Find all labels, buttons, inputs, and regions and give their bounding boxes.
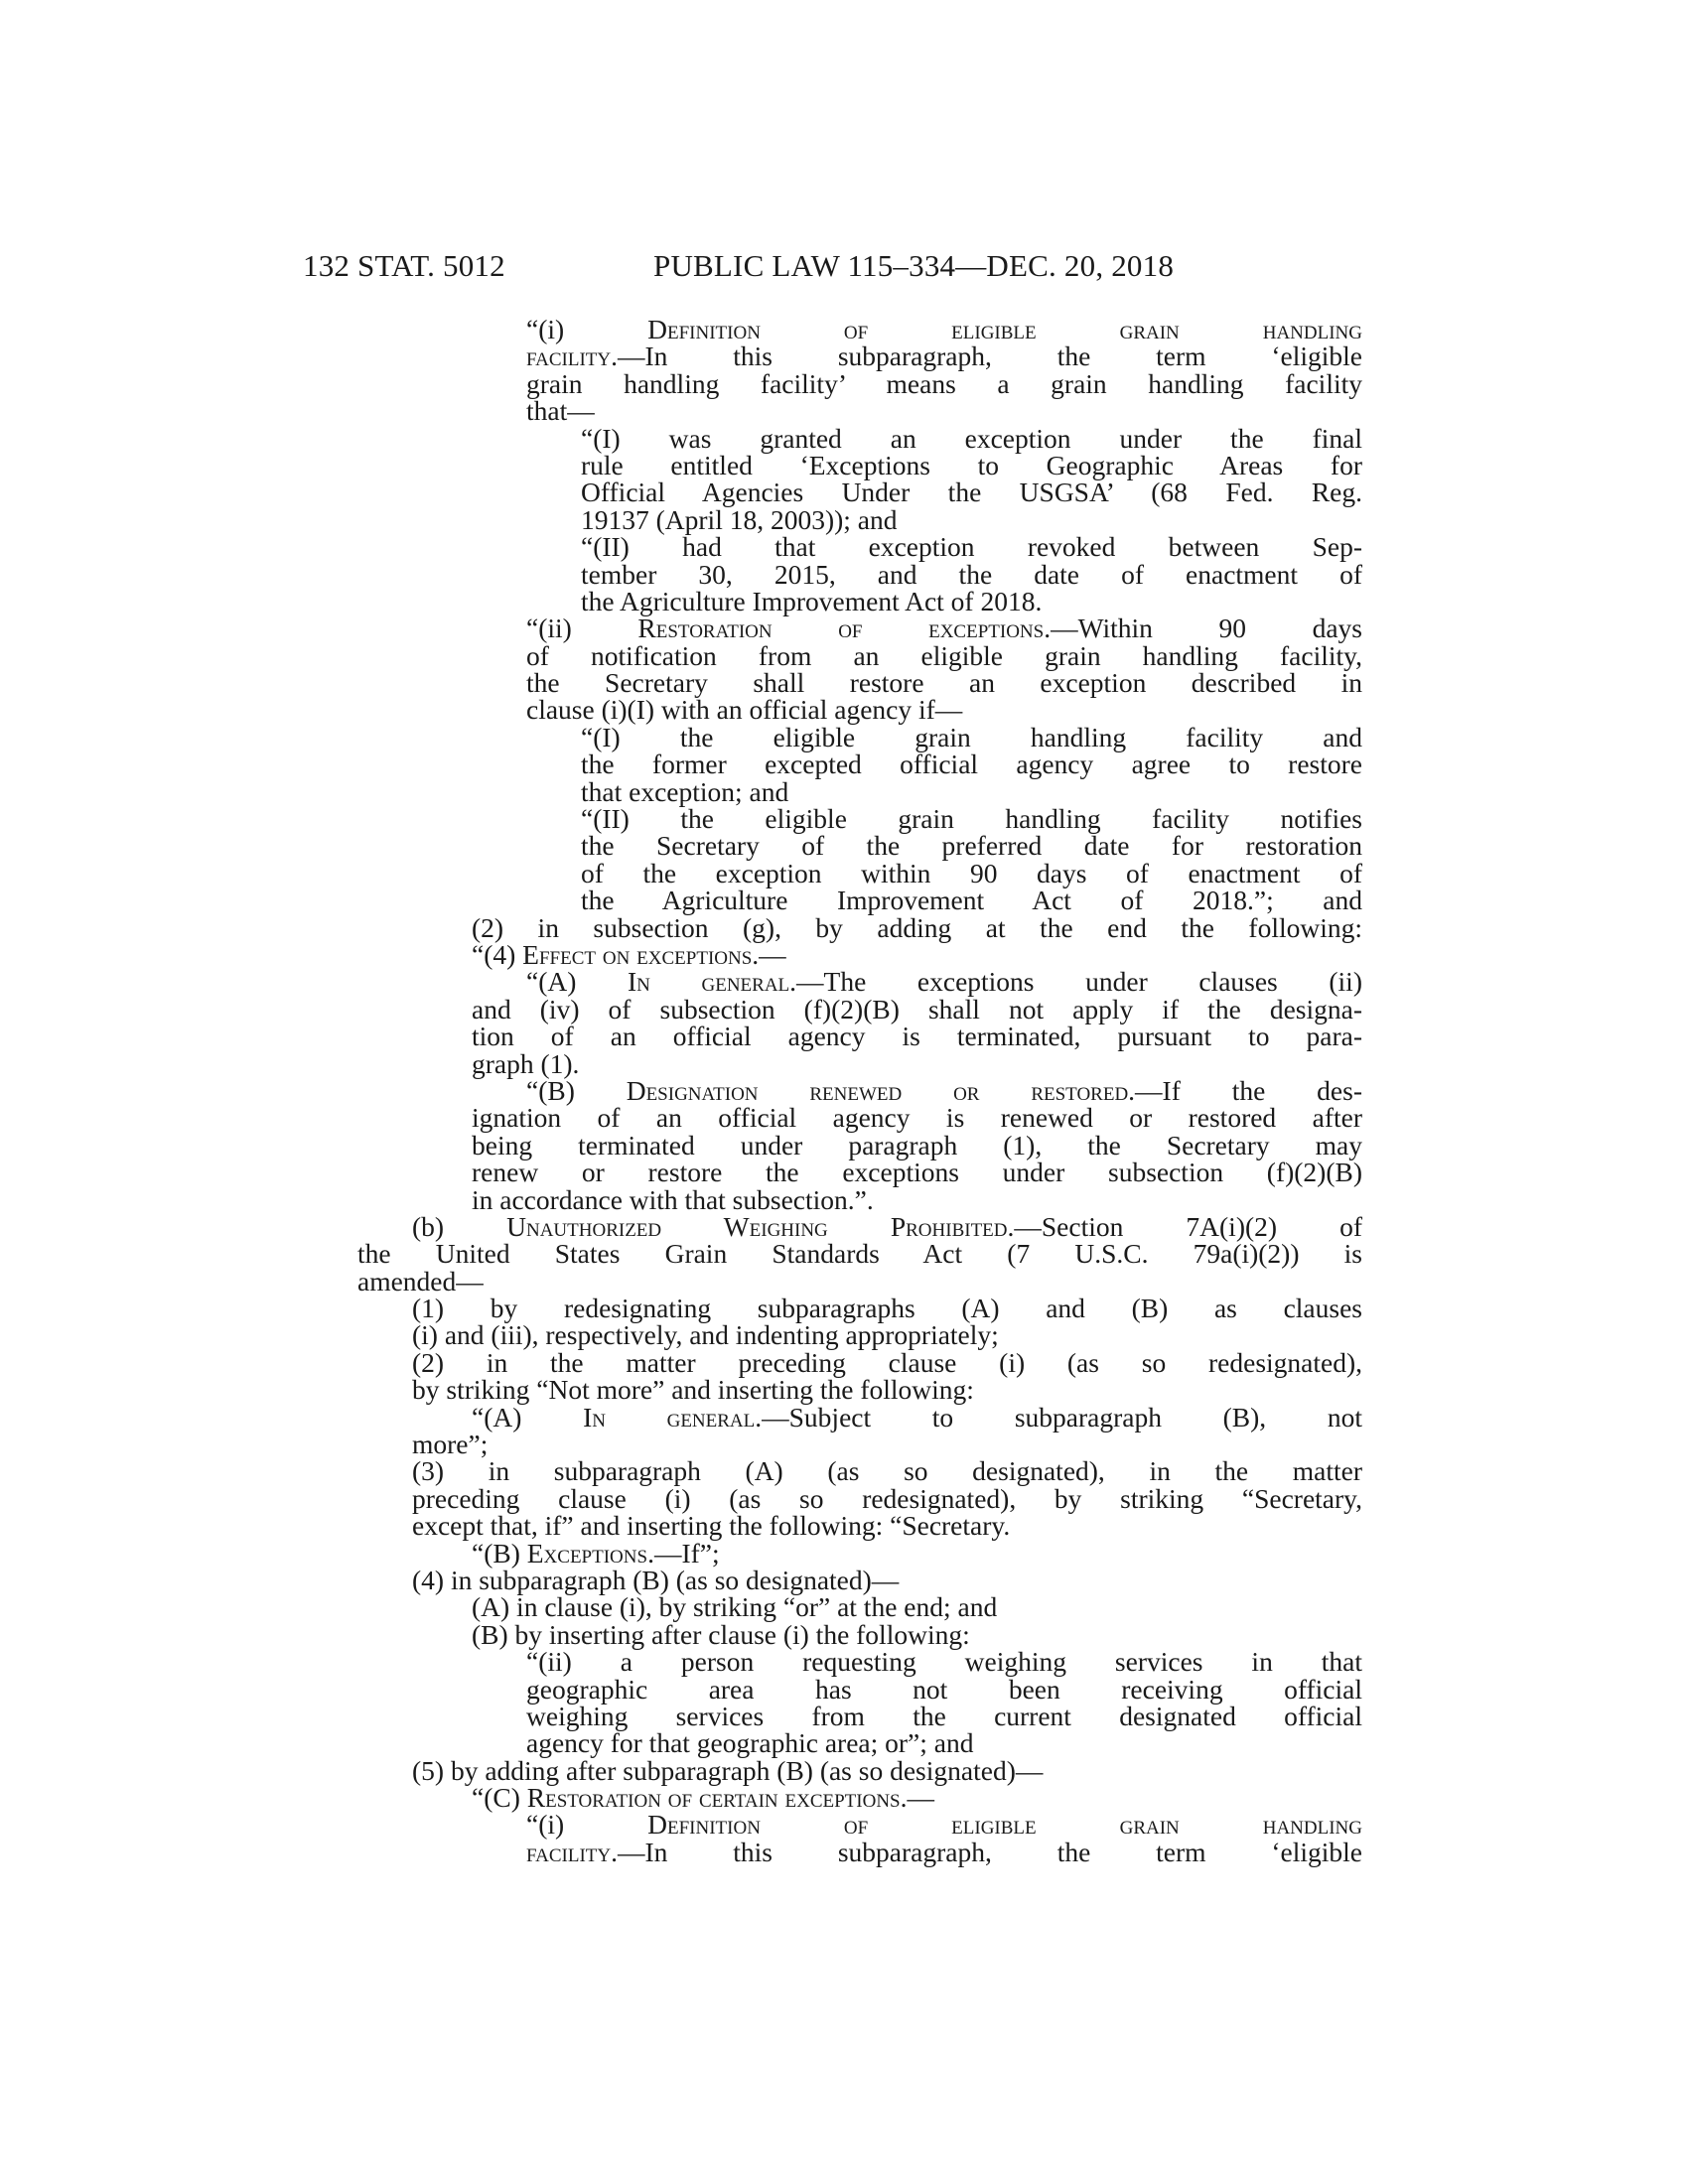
text-line bbox=[357, 1510, 1362, 1542]
text-line bbox=[357, 1183, 1362, 1215]
text-line bbox=[357, 1210, 1362, 1242]
text-line bbox=[357, 966, 1362, 998]
text-run: “(I) the eligible grain handling facility and bbox=[581, 721, 1362, 752]
text-run: except that, if” and inserting the following: “Secretary. bbox=[412, 1510, 1011, 1542]
text-run: more”; bbox=[412, 1429, 489, 1460]
text-run: (2) in the matter preceding clause (i) (as so redesignated), bbox=[412, 1346, 1362, 1378]
text-run: grain handling facility’ means a grain handling facility bbox=[526, 367, 1362, 399]
text-line bbox=[357, 1374, 1362, 1406]
text-line bbox=[357, 1021, 1362, 1052]
text-line bbox=[357, 1265, 1362, 1297]
text-line bbox=[357, 1129, 1362, 1160]
text-line bbox=[357, 938, 1362, 970]
text-run: ignation of an official agency is renewed or restored after bbox=[472, 1102, 1362, 1134]
text-run: (A) in clause (i), by striking “or” at the end; and bbox=[472, 1591, 998, 1623]
text-line bbox=[357, 1809, 1362, 1841]
section-heading-smallcaps: facility bbox=[526, 1836, 612, 1867]
text-run: “(II) the eligible grain handling facility notifies bbox=[581, 803, 1362, 835]
text-line bbox=[357, 885, 1362, 916]
text-line bbox=[357, 1591, 1362, 1623]
text-run: clause (i)(I) with an official agency if— bbox=[526, 694, 963, 726]
text-line bbox=[357, 1346, 1362, 1378]
section-heading-smallcaps: Restoration of certain exceptions bbox=[526, 1782, 901, 1814]
text-run: and (iv) of subsection (f)(2)(B) shall not apply if the designa- bbox=[472, 993, 1362, 1024]
text-run: “(i) bbox=[526, 314, 648, 344]
text-line bbox=[357, 830, 1362, 862]
text-run: preceding clause (i) (as so redesignated), by striking “Secretary, bbox=[412, 1482, 1362, 1514]
text-line bbox=[357, 749, 1362, 780]
text-line bbox=[357, 857, 1362, 888]
text-run: “(II) had that exception revoked between Sep- bbox=[581, 531, 1362, 563]
text-run: (2) in subsection (g), by adding at the end the following: bbox=[472, 911, 1362, 943]
text-run: renew or restore the exceptions under subsection (f)(2)(B) bbox=[472, 1157, 1362, 1188]
text-line bbox=[357, 585, 1362, 616]
text-line bbox=[357, 477, 1362, 508]
text-line bbox=[357, 803, 1362, 835]
text-run: “(A) bbox=[472, 1401, 584, 1433]
text-line bbox=[357, 1727, 1362, 1759]
text-line bbox=[357, 1157, 1362, 1188]
section-heading-smallcaps: Exceptions bbox=[526, 1537, 648, 1569]
section-heading-smallcaps: Definition of eligible grain handling bbox=[647, 1809, 1362, 1841]
section-heading-smallcaps: Designation renewed or restored bbox=[626, 1074, 1129, 1106]
text-run: agency for that geographic area; or”; and bbox=[526, 1727, 974, 1759]
text-line bbox=[357, 1618, 1362, 1650]
text-line bbox=[357, 775, 1362, 807]
text-run: “(4) bbox=[472, 938, 523, 970]
text-line bbox=[357, 558, 1362, 590]
text-run: amended— bbox=[357, 1265, 484, 1297]
text-run: (3) in subparagraph (A) (as so designated), in the matter bbox=[412, 1455, 1362, 1487]
text-run: tember 30, 2015, and the date of enactment of bbox=[581, 558, 1362, 590]
text-run: .—If the des- bbox=[1128, 1074, 1362, 1106]
text-run: 19137 (April 18, 2003)); and bbox=[581, 503, 898, 535]
section-heading-smallcaps: Effect on exceptions bbox=[522, 938, 753, 970]
statute-body-text bbox=[357, 314, 1362, 1867]
text-line bbox=[357, 1700, 1362, 1731]
text-line bbox=[357, 1836, 1362, 1867]
text-run: .—Section 7A(i)(2) of bbox=[1007, 1210, 1362, 1242]
section-heading-smallcaps: In general bbox=[583, 1401, 756, 1433]
text-line bbox=[357, 1102, 1362, 1134]
text-line bbox=[357, 1319, 1362, 1351]
text-line bbox=[357, 1238, 1362, 1270]
text-run: weighing services from the current designated official bbox=[526, 1700, 1362, 1731]
text-run: (B) by inserting after clause (i) the following: bbox=[472, 1618, 970, 1650]
text-line bbox=[357, 1537, 1362, 1569]
text-run: (1) by redesignating subparagraphs (A) and (B) as clauses bbox=[412, 1293, 1362, 1324]
text-run: that exception; and bbox=[581, 775, 789, 807]
text-run: “(A) bbox=[526, 966, 628, 998]
running-header-title: PUBLIC LAW 115–334—DEC. 20, 2018 bbox=[653, 248, 1175, 283]
text-line bbox=[357, 395, 1362, 427]
text-line bbox=[357, 1482, 1362, 1514]
text-run: “(B) bbox=[526, 1074, 627, 1106]
text-line bbox=[357, 721, 1362, 752]
text-run: .—In this subparagraph, the term ‘eligible bbox=[611, 1836, 1362, 1867]
text-line bbox=[357, 1754, 1362, 1786]
text-line bbox=[357, 531, 1362, 563]
text-line bbox=[357, 993, 1362, 1024]
text-run: rule entitled ‘Exceptions to Geographic Areas for bbox=[581, 449, 1362, 480]
text-run: of notification from an eligible grain handling facility, bbox=[526, 639, 1362, 671]
text-line bbox=[357, 1293, 1362, 1324]
text-line bbox=[357, 1074, 1362, 1106]
text-run: the United States Grain Standards Act (7 U.S.C. 79a(i)(2)) is bbox=[357, 1238, 1362, 1270]
text-run: that— bbox=[526, 395, 595, 427]
text-run: .—Subject to subparagraph (B), not bbox=[755, 1401, 1362, 1433]
text-line bbox=[357, 367, 1362, 399]
text-run: geographic area has not been receiving official bbox=[526, 1673, 1362, 1705]
text-line bbox=[357, 1401, 1362, 1433]
text-run: the Agriculture Improvement Act of 2018. bbox=[581, 585, 1043, 616]
text-run: graph (1). bbox=[472, 1047, 580, 1079]
text-line bbox=[357, 341, 1362, 372]
text-run: (4) in subparagraph (B) (as so designated)— bbox=[412, 1564, 900, 1595]
section-heading-smallcaps: facility bbox=[526, 341, 612, 372]
text-line bbox=[357, 1646, 1362, 1678]
text-run: by striking “Not more” and inserting the following: bbox=[412, 1374, 974, 1406]
text-run: the Secretary shall restore an exception described in bbox=[526, 667, 1362, 699]
text-run: .—Within 90 days bbox=[1044, 613, 1362, 644]
text-run: in accordance with that subsection.”. bbox=[472, 1183, 874, 1215]
text-line bbox=[357, 1564, 1362, 1595]
text-run: .— bbox=[900, 1782, 934, 1814]
text-line bbox=[357, 639, 1362, 671]
text-line bbox=[357, 449, 1362, 480]
text-run: the Secretary of the preferred date for restoration bbox=[581, 830, 1362, 862]
text-run: Official Agencies Under the USGSA’ (68 Fed. Reg. bbox=[581, 477, 1362, 508]
text-line bbox=[357, 911, 1362, 943]
statute-page-reference: 132 STAT. 5012 bbox=[303, 248, 505, 283]
text-run: of the exception within 90 days of enactment of bbox=[581, 857, 1362, 888]
section-heading-smallcaps: Definition of eligible grain handling bbox=[647, 314, 1362, 344]
text-line bbox=[357, 1047, 1362, 1079]
text-run: the former excepted official agency agree to restore bbox=[581, 749, 1362, 780]
text-run: (i) and (iii), respectively, and indenting appropriately; bbox=[412, 1319, 999, 1351]
section-heading-smallcaps: In general bbox=[628, 966, 790, 998]
text-line bbox=[357, 422, 1362, 454]
section-heading-smallcaps: Restoration of exceptions bbox=[637, 613, 1045, 644]
section-heading-smallcaps: Unauthorized Weighing Prohibited bbox=[506, 1210, 1008, 1242]
text-run: tion of an official agency is terminated, pursuant to para- bbox=[472, 1021, 1362, 1052]
text-run: .— bbox=[752, 938, 786, 970]
text-line bbox=[357, 694, 1362, 726]
text-run: “(C) bbox=[472, 1782, 527, 1814]
text-run: .—The exceptions under clauses (ii) bbox=[789, 966, 1362, 998]
text-line bbox=[357, 316, 1362, 342]
text-run: “(ii) bbox=[526, 613, 638, 644]
text-line bbox=[357, 1429, 1362, 1460]
text-line bbox=[357, 1455, 1362, 1487]
text-line bbox=[357, 613, 1362, 644]
text-run: (5) by adding after subparagraph (B) (as so designated)— bbox=[412, 1754, 1044, 1786]
text-run: “(I) was granted an exception under the final bbox=[581, 422, 1362, 454]
text-run: being terminated under paragraph (1), the Secretary may bbox=[472, 1129, 1362, 1160]
text-run: .—If”; bbox=[647, 1537, 720, 1569]
text-run: “(i) bbox=[526, 1809, 648, 1841]
text-run: “(ii) a person requesting weighing services in that bbox=[526, 1646, 1362, 1678]
text-run: the Agriculture Improvement Act of 2018.”; and bbox=[581, 885, 1362, 916]
text-line bbox=[357, 1782, 1362, 1814]
text-run: “(B) bbox=[472, 1537, 527, 1569]
text-run: (b) bbox=[412, 1210, 507, 1242]
text-line bbox=[357, 667, 1362, 699]
text-line bbox=[357, 1673, 1362, 1705]
text-line bbox=[357, 503, 1362, 535]
text-run: .—In this subparagraph, the term ‘eligible bbox=[611, 341, 1362, 372]
